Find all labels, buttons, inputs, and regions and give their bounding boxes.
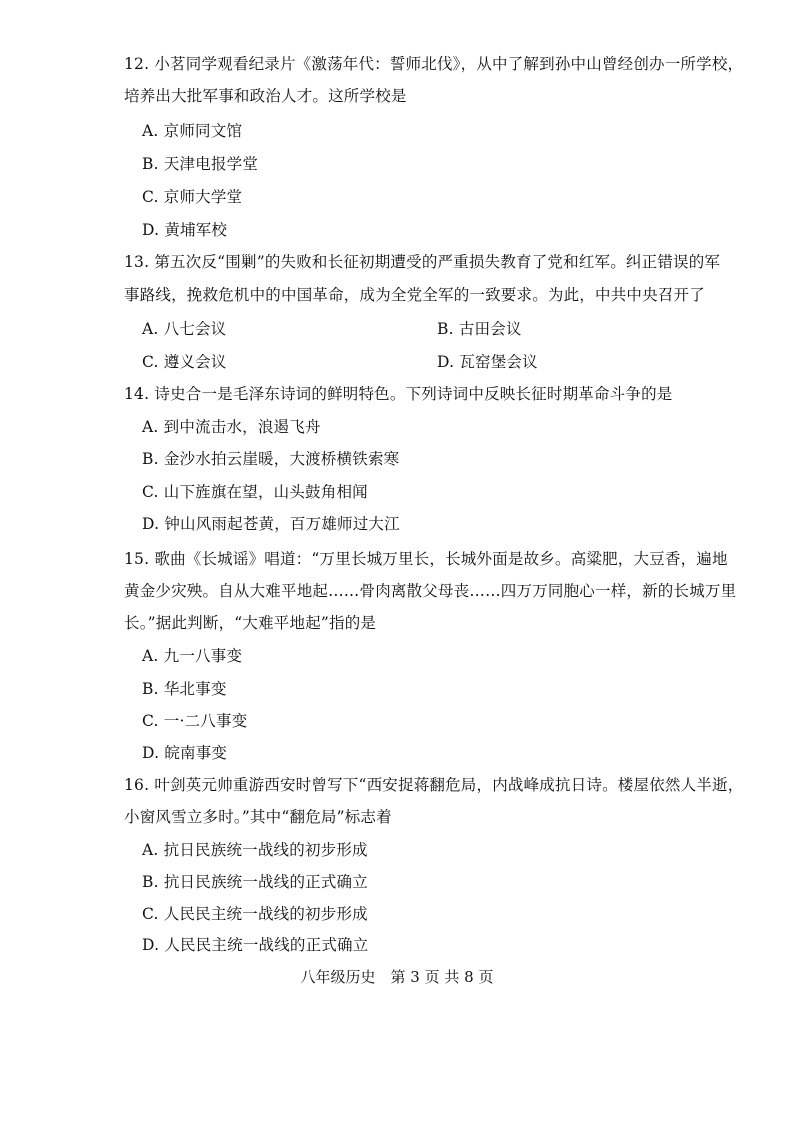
question-13-stem-line-2: 事路线，挽救危机中的中国革命，成为全党全军的一致要求。为此，中共中央召开了: [124, 286, 705, 304]
question-13-option-a: A. 八七会议: [142, 320, 227, 338]
question-14-option-d: D. 钟山风雨起苍黄，百万雄师过大江: [142, 515, 400, 533]
question-16-stem-line-1: 16. 叶剑英元帅重游西安时曾写下“西安捉蒋翻危局，内战峰成抗日诗。楼屋依然人半逝，: [124, 776, 744, 794]
question-16-stem-line-2: 小窗风雪立多时。”其中“翻危局”标志着: [124, 808, 392, 826]
question-13-option-b: B. 古田会议: [437, 320, 522, 338]
question-16-option-b: B. 抗日民族统一战线的正式确立: [142, 873, 368, 891]
question-16-option-d: D. 人民民主统一战线的正式确立: [142, 936, 369, 954]
question-15-option-a: A. 九一八事变: [142, 647, 243, 665]
question-16-option-a: A. 抗日民族统一战线的初步形成: [142, 841, 368, 859]
question-15-option-d: D. 皖南事变: [142, 744, 228, 762]
question-13-option-d: D. 瓦窑堡会议: [437, 353, 538, 371]
question-12-option-d: D. 黄埔军校: [142, 221, 228, 239]
question-12-stem-line-2: 培养出大批军事和政治人才。这所学校是: [124, 87, 407, 105]
question-15-option-c: C. 一·二八事变: [142, 712, 248, 730]
question-13-stem-line-1: 13. 第五次反“围剿”的失败和长征初期遭受的严重损失教育了党和红军。纠正错误的军: [124, 253, 721, 271]
question-15-stem-line-2: 黄金少灾殃。自从大难平地起……骨肉离散父母丧……四万万同胞心一样，新的长城万里: [124, 582, 737, 600]
question-14-option-b: B. 金沙水拍云崖暖，大渡桥横铁索寒: [142, 450, 400, 468]
question-15-stem-line-3: 长。”据此判断，“大难平地起”指的是: [124, 614, 377, 632]
page-footer: 八年级历史 第 3 页 共 8 页: [300, 968, 494, 986]
question-13-option-c: C. 遵义会议: [142, 353, 227, 371]
question-15-option-b: B. 华北事变: [142, 680, 227, 698]
question-12-stem-line-1: 12. 小茗同学观看纪录片《激荡年代：誓师北伐》，从中了解到孙中山曾经创办一所学校，: [124, 55, 744, 73]
question-14-stem-line-1: 14. 诗史合一是毛泽东诗词的鲜明特色。下列诗词中反映长征时期革命斗争的是: [124, 385, 673, 403]
question-14-option-c: C. 山下旌旗在望，山头鼓角相闻: [142, 483, 368, 501]
question-14-option-a: A. 到中流击水，浪遏飞舟: [142, 418, 321, 436]
question-12-option-b: B. 天津电报学堂: [142, 155, 259, 173]
question-12-option-c: C. 京师大学堂: [142, 188, 243, 206]
question-12-option-a: A. 京师同文馆: [142, 122, 243, 140]
question-15-stem-line-1: 15. 歌曲《长城谣》唱道：“万里长城万里长，长城外面是故乡。高粱肥，大豆香，遍地: [124, 550, 728, 568]
question-16-option-c: C. 人民民主统一战线的初步形成: [142, 905, 368, 923]
